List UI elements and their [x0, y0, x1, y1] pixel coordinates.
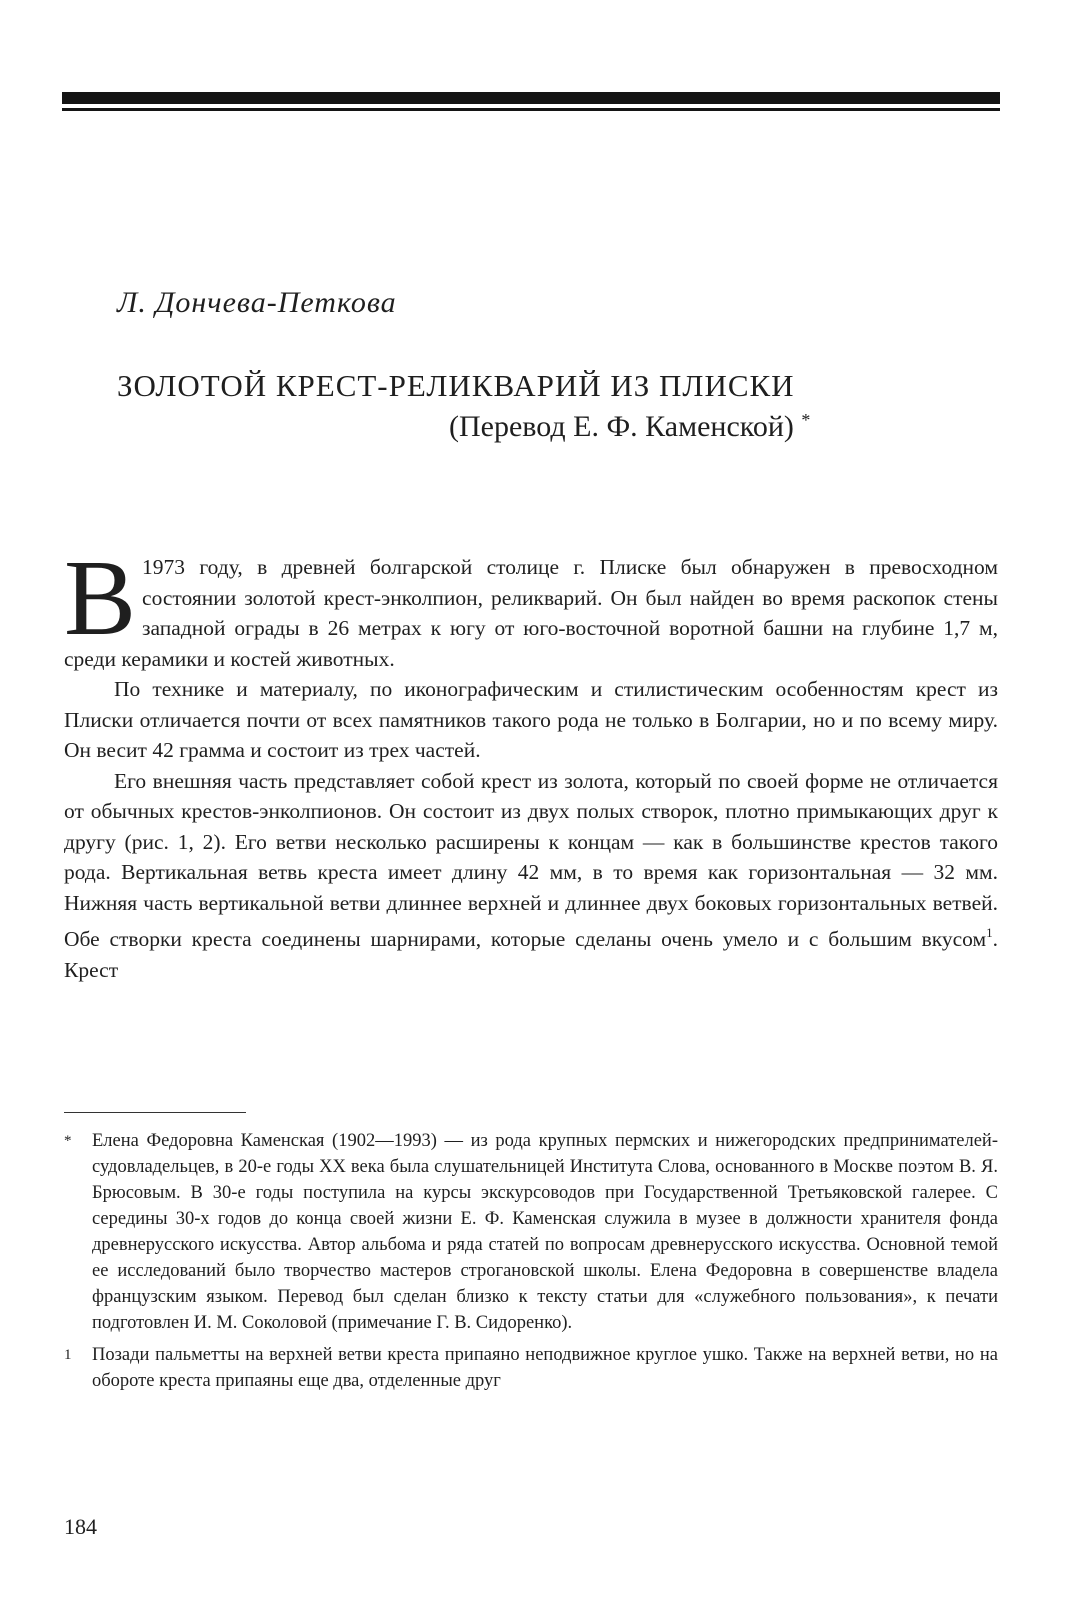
paragraph-1 — [64, 539, 998, 674]
paragraph-1-text: 1973 году, в древней болгарской столице г. Плиске был обнаружен в превосходном состоянии золотой крест-энколпион, реликварий. Он был найден во время раскопок стены западной ограды в 26 метрах к югу от юго-восточной воротной башни на глубине 1,7 м, среди керамики и костей животных. — [64, 555, 998, 671]
article-title: ЗОЛОТОЙ КРЕСТ-РЕЛИКВАРИЙ ИЗ ПЛИСКИ — [117, 368, 795, 403]
footnote-text: Елена Федоровна Каменская (1902—1993) — из рода крупных пермских и нижегородских предпринимателей-судовладельцев, в 20-е годы XX века была слушательницей Института Слова, основанного в Москве поэтом В. Я. Брюсовым. В 30-е годы поступила на курсы экскурсоводов при Государственной Третьяковской галерее. С середины 30-х годов до конца своей жизни Е. Ф. Каменская служила в музее в должности хранителя фонда древнерусского искусства. Автор альбома и ряда статей по вопросам древнерусского искусства. Основной темой ее исследований было творчество мастеров строгановской школы. Елена Федоровна в совершенстве владела французским языком. Перевод был сделан близко к тексту статьи для «служебного пользования», к печати подготовлен И. М. Соколовой (примечание Г. В. Сидоренко). — [92, 1131, 998, 1333]
footnote-mark: * — [64, 1133, 72, 1149]
footnote-marker-star[interactable]: * — [801, 410, 811, 430]
footnote-separator — [64, 1112, 246, 1113]
author-name: Л. Дончева-Петкова — [117, 286, 397, 319]
header-rule-thick — [62, 92, 1000, 104]
article-subtitle — [449, 410, 810, 444]
paragraph-2: По технике и материалу, по иконографическим и стилистическим особенностям крест из Плиски отличается почти от всех памятников такого рода не только в Болгарии, но и по всему миру. Он весит 42 грамма и состоит из трех частей. — [64, 677, 998, 762]
footnote-ref-1[interactable]: 1 — [986, 925, 993, 940]
paragraph-3-tail: . Крест — [64, 927, 998, 982]
header-rule-thin — [62, 108, 1000, 111]
footnotes — [64, 1128, 998, 1400]
page-number: 184 — [64, 1514, 97, 1539]
footnote-1 — [64, 1342, 998, 1394]
drop-cap: В — [64, 539, 137, 658]
footnote-star — [64, 1128, 998, 1336]
paragraph-3-text: Его внешняя часть представляет собой крест из золота, который по своей форме не отличается от обычных крестов-энколпионов. Он состоит из двух полых створок, плотно примыкающих друг к другу (рис. 1, 2). Его ветви несколько расширены к концам — как в большинстве крестов такого рода. Вертикальная ветвь креста имеет длину 42 мм, в то время как горизонтальная — 32 мм. Нижняя часть вертикальной ветви длиннее верхней и длиннее двух боковых горизонтальных ветвей. Обе створки креста соединены шарнирами, которые сделаны очень умело и с большим вкусом — [64, 768, 998, 951]
article-body — [64, 539, 998, 985]
footnote-mark: 1 — [64, 1347, 72, 1363]
paragraph-3 — [64, 766, 998, 986]
translator-credit: (Перевод Е. Ф. Каменской) — [449, 410, 794, 443]
footnote-text: Позади пальметты на верхней ветви креста припаяно неподвижное круглое ушко. Также на верхней ветви, но на обороте креста припаяны еще два, отделенные друг — [92, 1345, 998, 1391]
